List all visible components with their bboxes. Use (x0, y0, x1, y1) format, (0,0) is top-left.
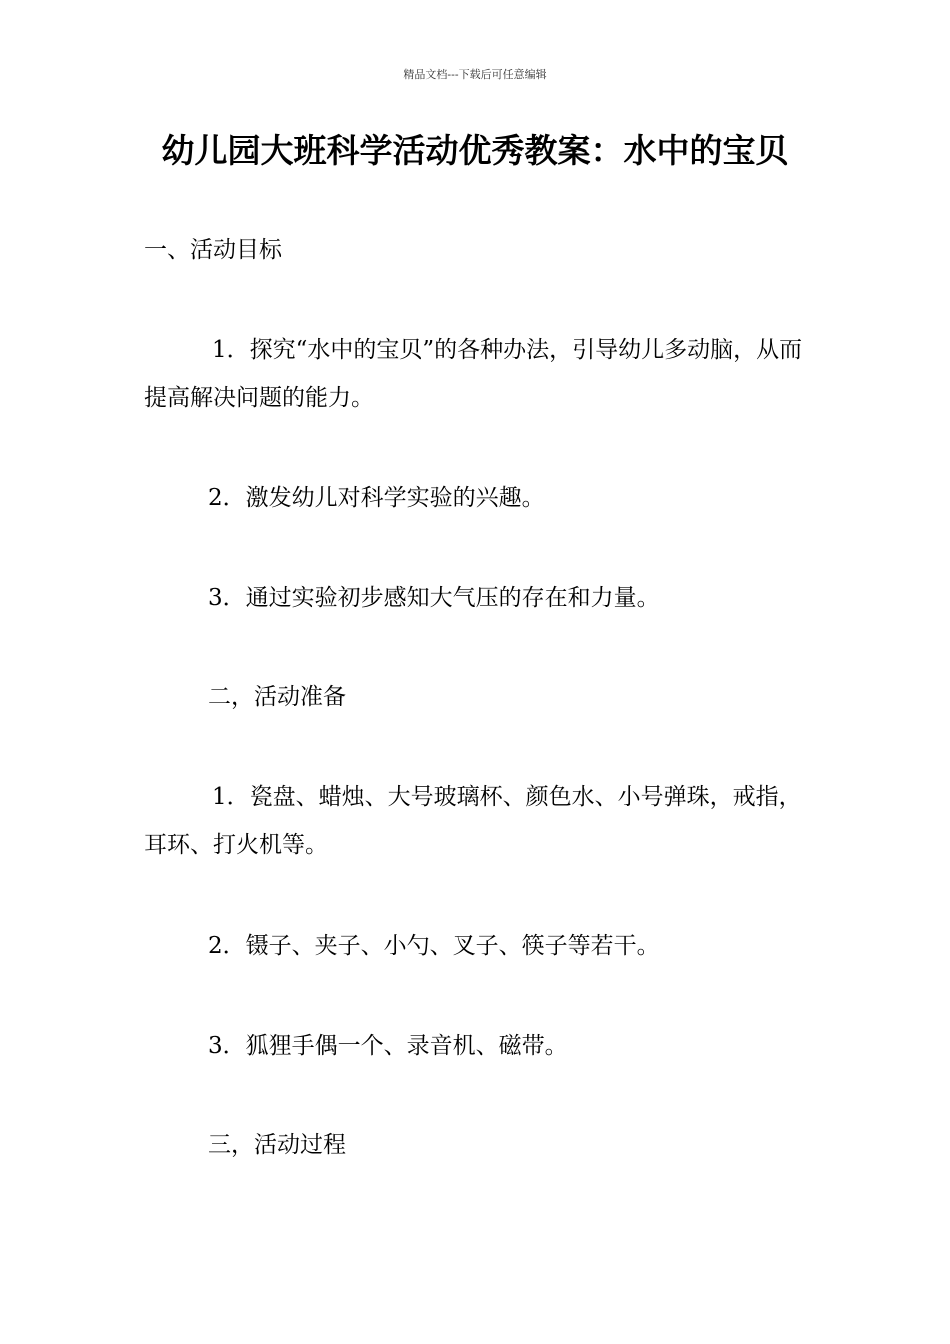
section-heading-process: 三，活动过程 (208, 1132, 346, 1158)
goal-item-2: 2．激发幼儿对科学实验的兴趣。 (208, 485, 545, 511)
document-title: 幼儿园大班科学活动优秀教案：水中的宝贝 (161, 131, 789, 170)
header-note: 精品文档---下载后可任意编辑 (403, 68, 547, 81)
preparation-item-1: 1．瓷盘、蜡烛、大号玻璃杯、颜色水、小号弹珠，戒指，耳环、打火机等。 (144, 784, 802, 858)
preparation-item-2: 2．镊子、夹子、小勺、叉子、筷子等若干。 (208, 933, 660, 959)
section-heading-goals: 一、活动目标 (144, 237, 282, 263)
preparation-item-3: 3．狐狸手偶一个、录音机、磁带。 (208, 1033, 568, 1059)
goal-item-3: 3．通过实验初步感知大气压的存在和力量。 (208, 585, 660, 611)
section-heading-preparation: 二，活动准备 (208, 684, 346, 710)
goal-item-1: 1．探究“水中的宝贝”的各种办法，引导幼儿多动脑，从而提高解决问题的能力。 (144, 337, 803, 411)
